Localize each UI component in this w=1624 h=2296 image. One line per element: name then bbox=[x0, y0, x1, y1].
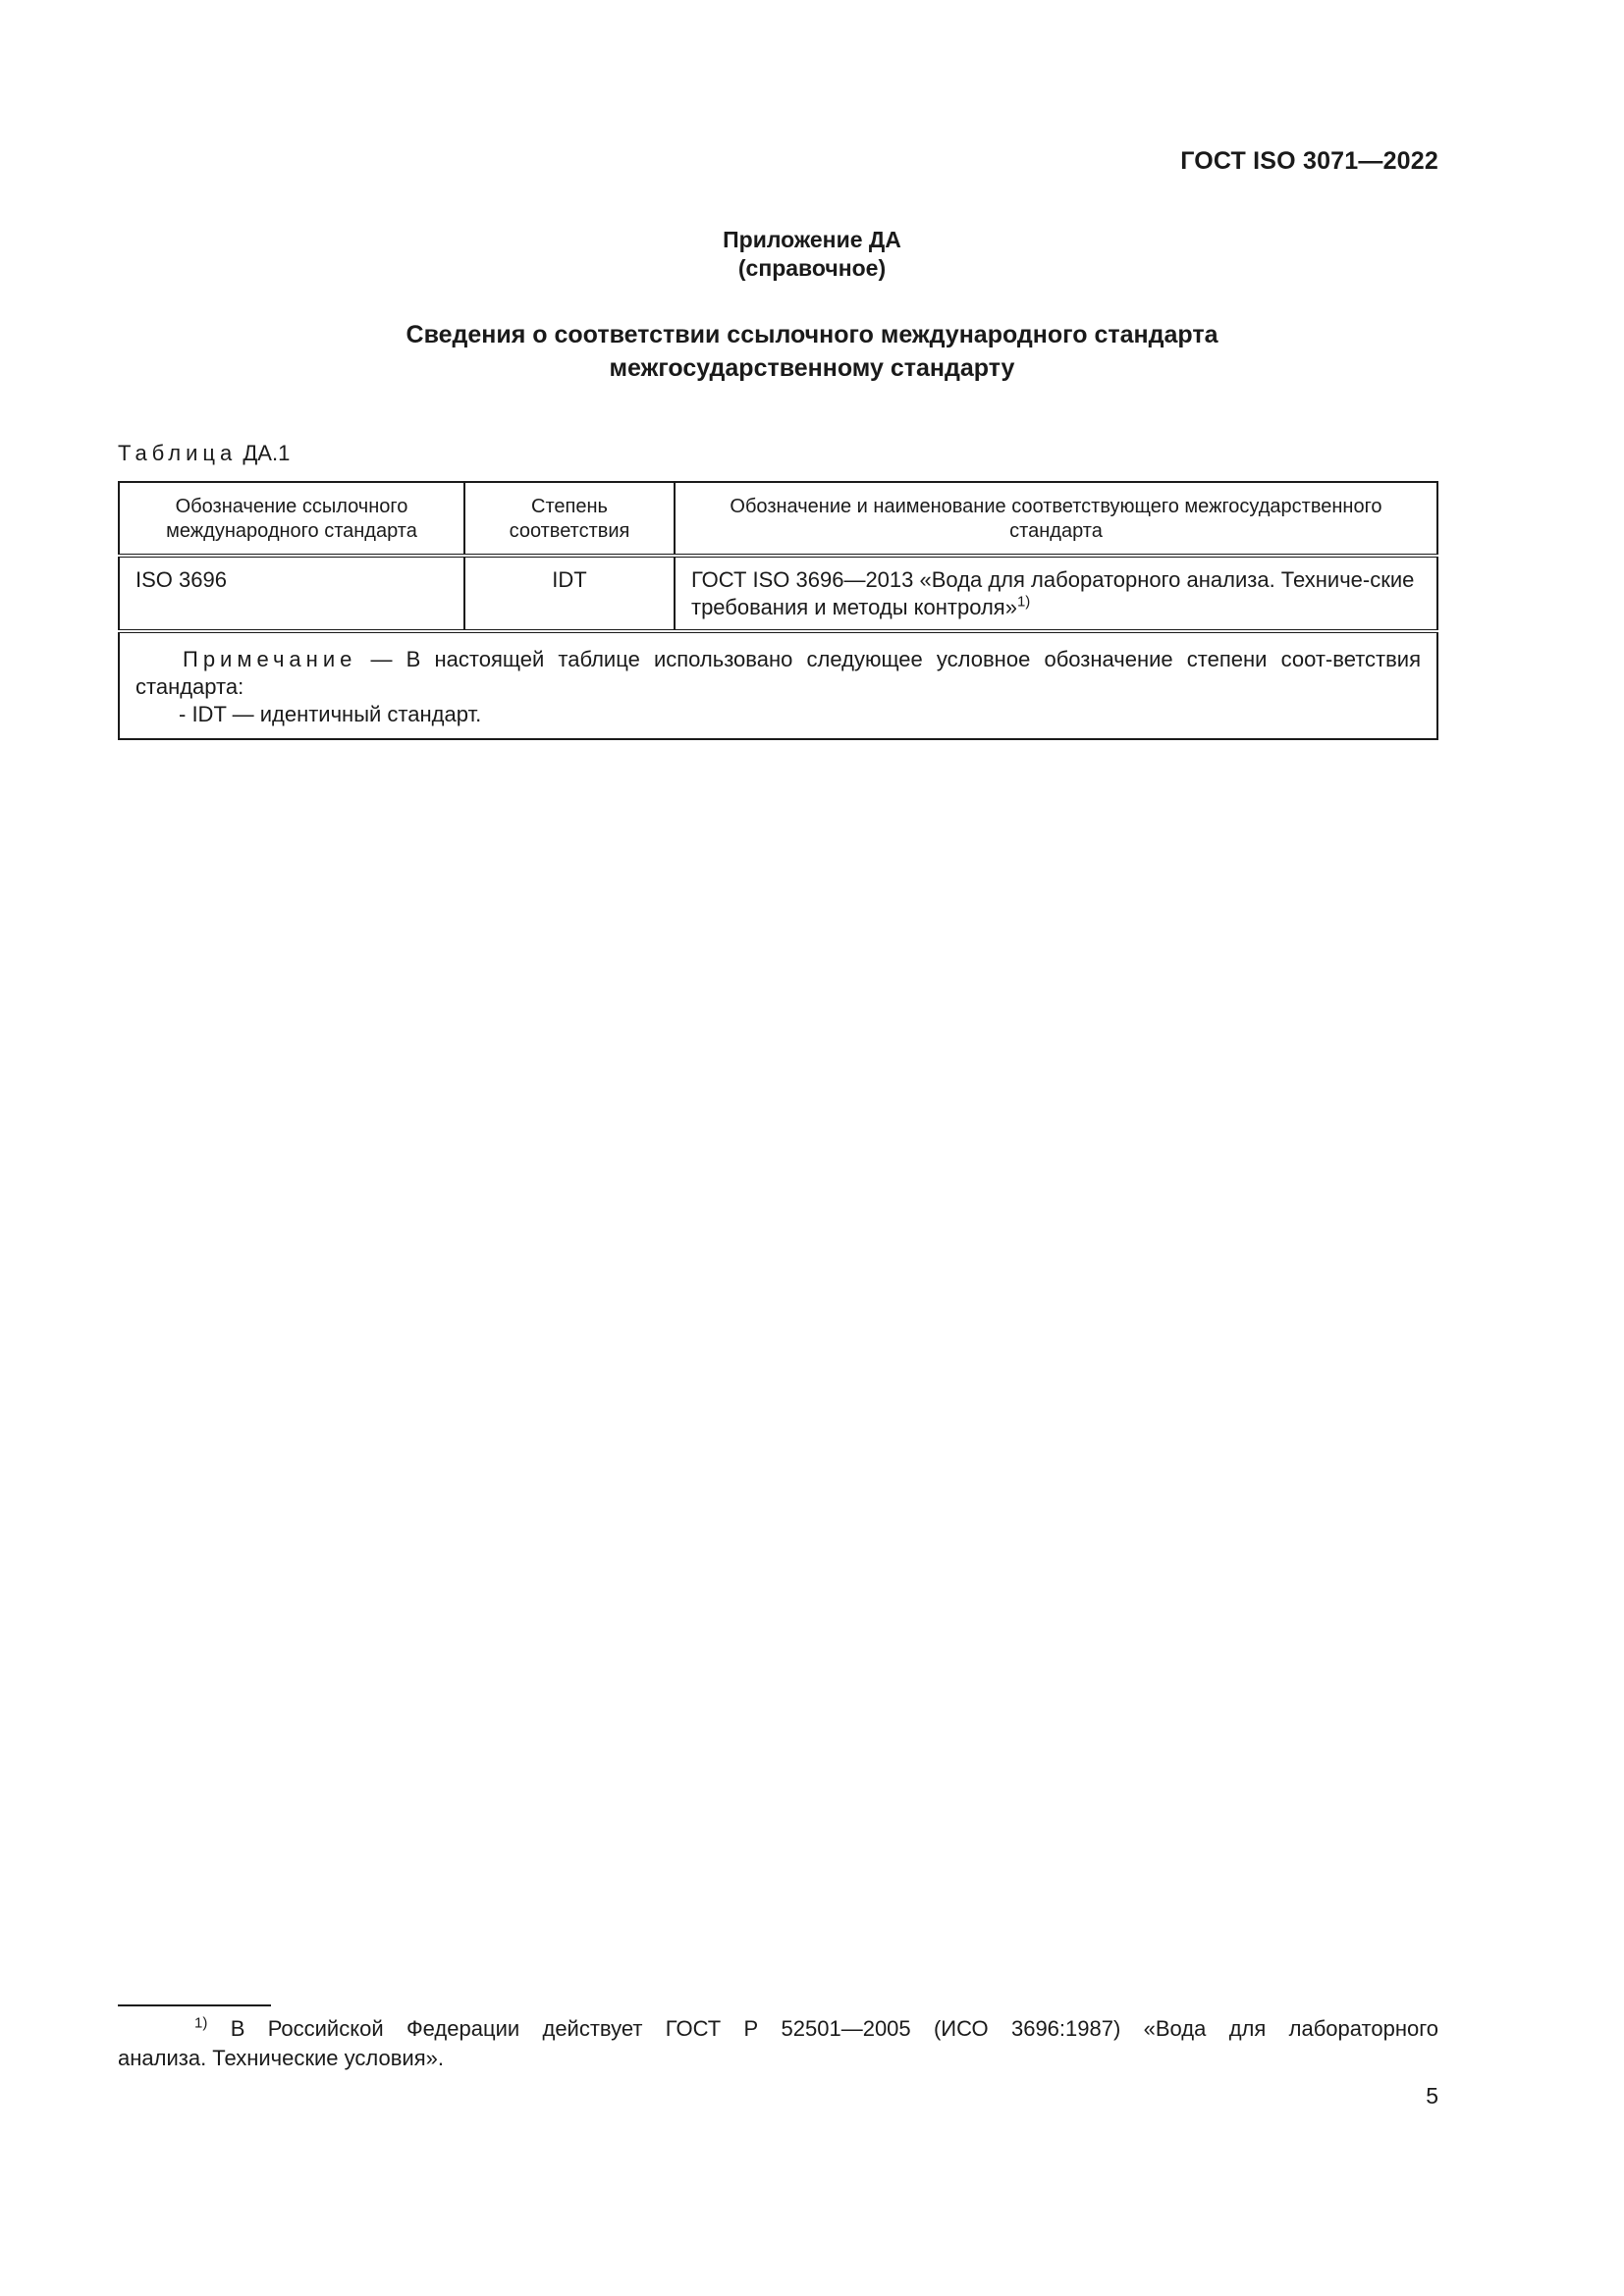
cell-degree: IDT bbox=[464, 556, 675, 631]
footnote-text-line-2: анализа. Технические условия». bbox=[118, 2046, 444, 2070]
table-row bbox=[119, 556, 1437, 631]
appendix-title bbox=[0, 318, 1624, 385]
appendix-title-line-2: межгосударственному стандарту bbox=[609, 354, 1015, 382]
appendix-type: (справочное) bbox=[737, 255, 887, 281]
note-list-item: - IDT — идентичный стандарт. bbox=[179, 702, 482, 726]
table-caption bbox=[118, 441, 290, 466]
table-note-row bbox=[119, 631, 1437, 739]
footnote-line-1 bbox=[118, 2014, 1438, 2044]
footnote-mark: 1) bbox=[194, 2014, 208, 2032]
table-caption-number: ДА.1 bbox=[243, 441, 291, 465]
footnote bbox=[118, 2014, 1438, 2073]
cell-ref-standard: ISO 3696 bbox=[119, 556, 464, 631]
correspondence-table bbox=[118, 481, 1438, 740]
appendix-name: Приложение ДА bbox=[723, 227, 901, 252]
note-label: Примечание bbox=[183, 647, 357, 671]
page-number: 5 bbox=[1426, 2083, 1438, 2109]
footnote-text-line-1: В Российской Федерации действует ГОСТ Р 52501—2005 (ИСО 3696:1987) «Вода для лабораторного bbox=[230, 2016, 1438, 2041]
footnote-reference[interactable]: 1) bbox=[1016, 593, 1031, 611]
footnote-separator bbox=[118, 2004, 271, 2006]
note-text: — В настоящей таблице использовано следующее условное обозначение степени соот-ветствия стандарта: bbox=[135, 647, 1421, 699]
cell-national-standard bbox=[675, 556, 1437, 631]
header-ref-standard: Обозначение ссылочного международного стандарта bbox=[119, 482, 464, 556]
national-standard-text: ГОСТ ISO 3696—2013 «Вода для лабораторного анализа. Техниче-ские требования и методы контроля» bbox=[691, 567, 1415, 619]
appendix-title-line-1: Сведения о соответствии ссылочного международного стандарта bbox=[406, 321, 1218, 348]
document-code: ГОСТ ISO 3071—2022 bbox=[1180, 147, 1438, 175]
table-caption-word: Таблица bbox=[118, 441, 238, 465]
appendix-heading bbox=[0, 226, 1624, 283]
table-header-row bbox=[119, 482, 1437, 556]
header-degree: Степень соответствия bbox=[464, 482, 675, 556]
note-line bbox=[135, 646, 1421, 701]
header-national-standard: Обозначение и наименование соответствующего межгосударственного стандарта bbox=[675, 482, 1437, 556]
table-note bbox=[119, 631, 1437, 739]
